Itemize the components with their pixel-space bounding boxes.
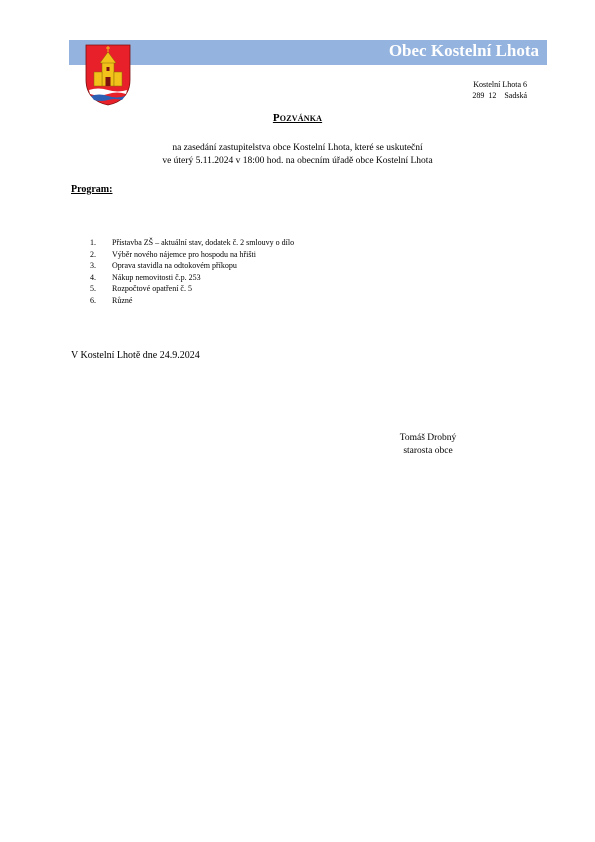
agenda-item-text: Výběr nového nájemce pro hospodu na hřišti [112, 249, 256, 259]
agenda-item-text: Rozpočtové opatření č. 5 [112, 284, 192, 293]
invitation-text [0, 142, 595, 168]
agenda-item [90, 283, 294, 295]
agenda-item-number: 4. [90, 272, 96, 282]
agenda-item-text: Oprava stavidla na odtokovém příkopu [112, 261, 237, 270]
agenda-item [90, 249, 294, 261]
coat-of-arms-icon [85, 44, 131, 106]
address-street: Kostelní Lhota 6 [473, 80, 527, 89]
invitation-line-2: ve úterý 5.11.2024 v 18:00 hod. na obecním úřadě obce Kostelní Lhota [162, 156, 433, 166]
program-label: Program: [71, 184, 113, 195]
agenda-item-text: Přístavba ZŠ – aktuální stav, dodatek č. 2 smlouvy o dílo [112, 238, 295, 247]
header-bar [69, 40, 547, 65]
place-and-date: V Kostelní Lhotě dne 24.9.2024 [71, 350, 200, 361]
address-block [472, 79, 527, 101]
agenda-item-text: Různé [112, 295, 133, 305]
signatory-role: starosta obce [403, 446, 453, 456]
agenda-item [90, 237, 294, 249]
agenda-list [90, 237, 294, 306]
agenda-item [90, 295, 294, 307]
agenda-item [90, 260, 294, 272]
agenda-item-number: 3. [90, 261, 96, 270]
invitation-line-1: na zasedání zastupitelstva obce Kostelní Lhota, které se uskuteční [172, 143, 423, 153]
signatory-name: Tomáš Drobný [399, 433, 457, 443]
municipality-title: Obec Kostelní Lhota [388, 41, 539, 60]
agenda-item-number: 2. [90, 249, 96, 259]
agenda-item-number: 1. [90, 238, 96, 247]
agenda-item [90, 272, 294, 284]
agenda-item-number: 6. [90, 295, 96, 305]
document-title: Pozvánka [272, 112, 323, 124]
address-postal: 289 12 Sadská [472, 91, 527, 100]
signature-block [358, 432, 498, 458]
agenda-item-number: 5. [90, 284, 96, 293]
agenda-item-text: Nákup nemovitosti č.p. 253 [112, 272, 201, 282]
